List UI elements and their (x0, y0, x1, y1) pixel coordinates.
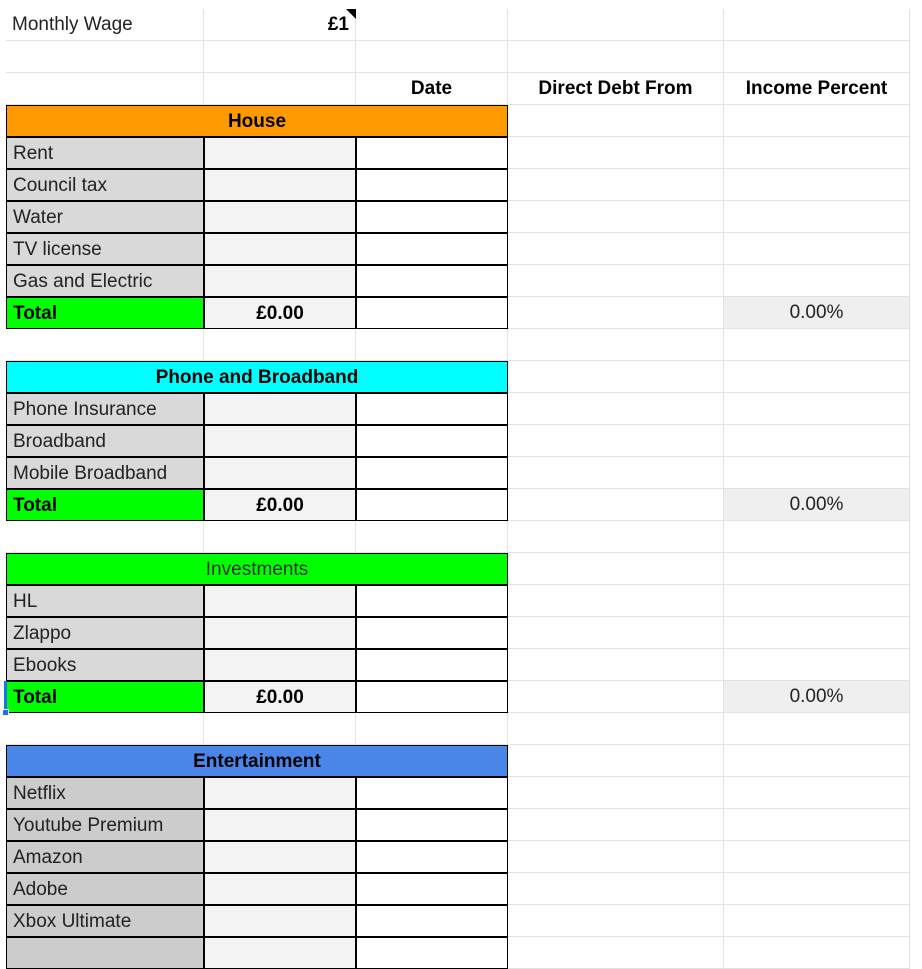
total-amount[interactable]: £0.00 (204, 297, 356, 329)
income-percent-cell[interactable] (724, 265, 910, 297)
monthly-wage-value[interactable]: £1 (204, 9, 356, 41)
section-header-house[interactable]: House (6, 105, 508, 137)
expense-label[interactable]: Xbox Ultimate (6, 905, 204, 937)
expense-label[interactable]: Amazon (6, 841, 204, 873)
section-header-entertainment[interactable]: Entertainment (6, 745, 508, 777)
income-percent-cell[interactable] (724, 137, 910, 169)
direct-debt-cell[interactable] (508, 585, 724, 617)
income-percent-cell[interactable] (724, 361, 910, 393)
expense-amount[interactable] (204, 457, 356, 489)
total-date[interactable] (356, 681, 508, 713)
cell-d1[interactable] (508, 9, 724, 41)
direct-debt-cell[interactable] (508, 745, 724, 777)
income-percent-cell[interactable] (724, 841, 910, 873)
total-date[interactable] (356, 489, 508, 521)
expense-amount[interactable] (204, 777, 356, 809)
direct-debt-cell[interactable] (508, 393, 724, 425)
expense-date[interactable] (356, 457, 508, 489)
expense-label[interactable]: Adobe (6, 873, 204, 905)
expense-date[interactable] (356, 169, 508, 201)
spacer-cell[interactable] (356, 713, 508, 745)
expense-date[interactable] (356, 137, 508, 169)
income-percent-cell[interactable] (724, 809, 910, 841)
direct-debt-cell[interactable] (508, 649, 724, 681)
cell-c2[interactable] (356, 41, 508, 73)
expense-label[interactable]: Netflix (6, 777, 204, 809)
expense-amount[interactable] (204, 617, 356, 649)
expense-label[interactable]: Council tax (6, 169, 204, 201)
expense-amount[interactable] (204, 585, 356, 617)
direct-debt-cell[interactable] (508, 169, 724, 201)
total-amount[interactable]: £0.00 (204, 489, 356, 521)
expense-amount[interactable] (204, 169, 356, 201)
expense-amount[interactable] (204, 233, 356, 265)
total-amount[interactable]: £0.00 (204, 681, 356, 713)
income-percent-cell[interactable] (724, 585, 910, 617)
cell-c1[interactable] (356, 9, 508, 41)
expense-date[interactable] (356, 649, 508, 681)
income-percent-cell[interactable] (724, 105, 910, 137)
cell-b3[interactable] (204, 73, 356, 105)
expense-amount[interactable] (204, 649, 356, 681)
income-percent-cell[interactable] (724, 745, 910, 777)
expense-amount[interactable] (204, 905, 356, 937)
monthly-wage-label[interactable]: Monthly Wage (6, 9, 204, 41)
income-percent-cell[interactable] (724, 649, 910, 681)
expense-label[interactable]: Rent (6, 137, 204, 169)
expense-amount[interactable] (204, 265, 356, 297)
spacer-cell[interactable] (356, 521, 508, 553)
income-percent-cell[interactable] (724, 521, 910, 553)
cell-a2[interactable] (6, 41, 204, 73)
expense-date[interactable] (356, 585, 508, 617)
direct-debt-cell[interactable] (508, 777, 724, 809)
expense-date[interactable] (356, 425, 508, 457)
income-percent-cell[interactable] (724, 553, 910, 585)
expense-label[interactable]: Broadband (6, 425, 204, 457)
income-percent-cell[interactable] (724, 169, 910, 201)
income-percent-cell[interactable] (724, 457, 910, 489)
section-header-phone-and-broadband[interactable]: Phone and Broadband (6, 361, 508, 393)
expense-label[interactable]: Mobile Broadband (6, 457, 204, 489)
income-percent-cell[interactable] (724, 617, 910, 649)
direct-debt-cell[interactable] (508, 841, 724, 873)
direct-debt-cell[interactable] (508, 553, 724, 585)
expense-date[interactable] (356, 937, 508, 969)
expense-date[interactable] (356, 265, 508, 297)
expense-date[interactable] (356, 393, 508, 425)
expense-label[interactable] (6, 937, 204, 969)
expense-date[interactable] (356, 809, 508, 841)
total-label[interactable]: Total (6, 489, 204, 521)
spacer-cell[interactable] (356, 329, 508, 361)
expense-amount[interactable] (204, 937, 356, 969)
direct-debt-cell[interactable] (508, 265, 724, 297)
income-percent-cell[interactable] (724, 905, 910, 937)
total-label[interactable]: Total (6, 297, 204, 329)
income-percent-cell[interactable] (724, 777, 910, 809)
cell-e1[interactable] (724, 9, 910, 41)
direct-debt-cell[interactable] (508, 201, 724, 233)
direct-debt-cell[interactable] (508, 521, 724, 553)
expense-amount[interactable] (204, 809, 356, 841)
direct-debt-cell[interactable] (508, 809, 724, 841)
expense-label[interactable]: Phone Insurance (6, 393, 204, 425)
direct-debt-header[interactable]: Direct Debt From (508, 73, 724, 105)
income-percent-cell[interactable]: 0.00% (724, 681, 910, 713)
expense-date[interactable] (356, 905, 508, 937)
income-percent-cell[interactable]: 0.00% (724, 297, 910, 329)
date-header[interactable]: Date (356, 73, 508, 105)
cell-a3[interactable] (6, 73, 204, 105)
expense-amount[interactable] (204, 425, 356, 457)
expense-amount[interactable] (204, 873, 356, 905)
direct-debt-cell[interactable] (508, 681, 724, 713)
income-percent-header[interactable]: Income Percent (724, 73, 910, 105)
spacer-cell[interactable] (204, 329, 356, 361)
comment-indicator-icon (346, 9, 356, 19)
cell-d2[interactable] (508, 41, 724, 73)
cell-e2[interactable] (724, 41, 910, 73)
income-percent-cell[interactable] (724, 201, 910, 233)
income-percent-cell[interactable] (724, 233, 910, 265)
expense-date[interactable] (356, 233, 508, 265)
expense-date[interactable] (356, 777, 508, 809)
income-percent-cell[interactable] (724, 937, 910, 969)
spacer-cell[interactable] (6, 329, 204, 361)
total-label[interactable]: Total (6, 681, 204, 713)
spacer-cell[interactable] (6, 521, 204, 553)
expense-amount[interactable] (204, 201, 356, 233)
direct-debt-cell[interactable] (508, 937, 724, 969)
direct-debt-cell[interactable] (508, 457, 724, 489)
expense-amount[interactable] (204, 137, 356, 169)
direct-debt-cell[interactable] (508, 297, 724, 329)
expense-amount[interactable] (204, 393, 356, 425)
expense-date[interactable] (356, 841, 508, 873)
expense-date[interactable] (356, 873, 508, 905)
direct-debt-cell[interactable] (508, 233, 724, 265)
income-percent-cell[interactable] (724, 713, 910, 745)
spacer-cell[interactable] (204, 521, 356, 553)
direct-debt-cell[interactable] (508, 329, 724, 361)
direct-debt-cell[interactable] (508, 489, 724, 521)
expense-label[interactable]: Youtube Premium (6, 809, 204, 841)
cell-b2[interactable] (204, 41, 356, 73)
expense-date[interactable] (356, 617, 508, 649)
income-percent-cell[interactable] (724, 873, 910, 905)
section-header-investments[interactable]: Investments (6, 553, 508, 585)
direct-debt-cell[interactable] (508, 425, 724, 457)
income-percent-cell[interactable] (724, 393, 910, 425)
direct-debt-cell[interactable] (508, 873, 724, 905)
expense-label[interactable]: Gas and Electric (6, 265, 204, 297)
expense-label[interactable]: Ebooks (6, 649, 204, 681)
expense-label[interactable]: Zlappo (6, 617, 204, 649)
income-percent-cell[interactable] (724, 329, 910, 361)
direct-debt-cell[interactable] (508, 713, 724, 745)
expense-date[interactable] (356, 201, 508, 233)
expense-amount[interactable] (204, 841, 356, 873)
income-percent-cell[interactable] (724, 425, 910, 457)
spacer-cell[interactable] (6, 713, 204, 745)
direct-debt-cell[interactable] (508, 905, 724, 937)
total-date[interactable] (356, 297, 508, 329)
direct-debt-cell[interactable] (508, 137, 724, 169)
direct-debt-cell[interactable] (508, 617, 724, 649)
direct-debt-cell[interactable] (508, 105, 724, 137)
expense-label[interactable]: HL (6, 585, 204, 617)
income-percent-cell[interactable]: 0.00% (724, 489, 910, 521)
direct-debt-cell[interactable] (508, 361, 724, 393)
spacer-cell[interactable] (204, 713, 356, 745)
expense-label[interactable]: Water (6, 201, 204, 233)
expense-label[interactable]: TV license (6, 233, 204, 265)
